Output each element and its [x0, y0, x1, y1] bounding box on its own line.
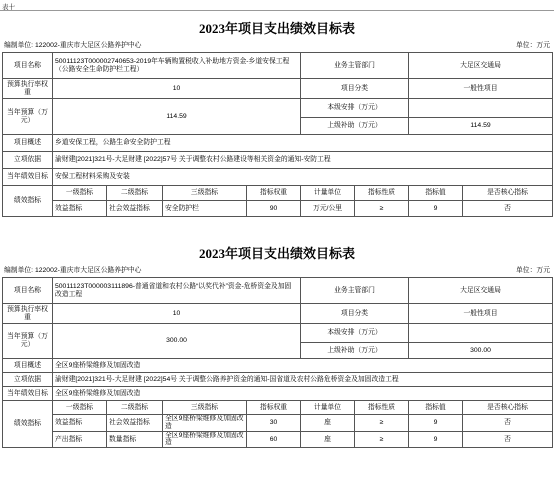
- header-value: 指标值: [409, 401, 463, 415]
- unit-label: 编制单位:: [4, 267, 34, 274]
- unit-right: 单位：万元: [516, 42, 550, 49]
- cell-level3: 安全防护栏: [163, 201, 247, 217]
- overview-value: 乡道安保工程，公路生命安全防护工程: [53, 135, 553, 152]
- cell-weight: 90: [247, 201, 301, 217]
- header-level3: 三级指标: [163, 401, 247, 415]
- unit-value: 122002-重庆市大足区公路养护中心: [34, 267, 142, 274]
- table-row: [3, 431, 553, 448]
- basis-value: 渝财建[2021]321号-大足财建 [2022]54号 关于调整公路养护资金的通知-国省道及农村公路危桥资金及加固改造工程: [53, 373, 553, 387]
- project-name-label: 项目名称: [3, 278, 53, 304]
- cell-nature: ≥: [355, 415, 409, 432]
- cell-unit: 座: [301, 415, 355, 432]
- indicator-label: 绩效指标: [3, 186, 53, 217]
- unit-value: 122002-重庆市大足区公路养护中心: [34, 42, 142, 49]
- cell-nature: ≥: [355, 431, 409, 448]
- cell-value: 9: [409, 415, 463, 432]
- performance-table-1: [0, 18, 554, 217]
- cell-level3: 全区9座桥梁维修及加固改造: [163, 431, 247, 448]
- cell-level1: 产出指标: [53, 431, 107, 448]
- header-nature: 指标性质: [355, 186, 409, 201]
- local-value: [409, 99, 553, 118]
- category-value: 一般性项目: [409, 79, 553, 99]
- dept-value: 大足区交通局: [409, 53, 553, 79]
- goal-table: [2, 277, 553, 448]
- header-core: 是否核心指标: [463, 186, 553, 201]
- category-value: 一般性项目: [409, 304, 553, 324]
- goal-value: 全区9座桥梁维修及加固改造: [53, 387, 553, 401]
- budget-value: 114.59: [53, 99, 301, 135]
- header-weight: 指标权重: [247, 186, 301, 201]
- basis-value: 渝财建[2021]321号-大足财建 [2022]57号 关于调整农村公路建设等相关资金的通知-安防工程: [53, 152, 553, 169]
- header-level2: 二级指标: [107, 186, 163, 201]
- header-unit: 计量单位: [301, 186, 355, 201]
- unit-left: [4, 40, 141, 52]
- overview-label: 项目概述: [3, 135, 53, 152]
- dept-value: 大足区交通局: [409, 278, 553, 304]
- header-level2: 二级指标: [107, 401, 163, 415]
- goal-label: 当年绩效目标: [3, 387, 53, 401]
- weight-label: 预算执行率权重: [3, 79, 53, 99]
- budget-value: 300.00: [53, 324, 301, 359]
- top-divider: [0, 10, 554, 11]
- weight-value: 10: [53, 304, 301, 324]
- basis-label: 立项依据: [3, 152, 53, 169]
- cell-unit: 座: [301, 431, 355, 448]
- dept-label: 业务主管部门: [301, 278, 409, 304]
- upper-label: 上级补助（万元）: [301, 343, 409, 359]
- category-label: 项目分类: [301, 79, 409, 99]
- header-level1: 一级指标: [53, 401, 107, 415]
- unit-left: [4, 265, 141, 277]
- cell-core: 否: [463, 431, 553, 448]
- performance-table-2: [0, 243, 554, 448]
- cell-weight: 30: [247, 415, 301, 432]
- local-label: 本级安排（万元）: [301, 99, 409, 118]
- local-value: [409, 324, 553, 343]
- goal-value: 安保工程材料采购及安装: [53, 169, 553, 186]
- weight-value: 10: [53, 79, 301, 99]
- cell-level2: 社会效益指标: [107, 201, 163, 217]
- table-row: [3, 201, 553, 217]
- budget-label: 当年预算（万元）: [3, 324, 53, 359]
- category-label: 项目分类: [301, 304, 409, 324]
- basis-label: 立项依据: [3, 373, 53, 387]
- budget-label: 当年预算（万元）: [3, 99, 53, 135]
- table-meta: [0, 265, 554, 277]
- header-weight: 指标权重: [247, 401, 301, 415]
- cell-weight: 60: [247, 431, 301, 448]
- project-name: 50011123T000003111896-普通省道和农村公路“以奖代补”资金-危桥资金及加固改造工程: [53, 278, 301, 304]
- cell-value: 9: [409, 431, 463, 448]
- overview-value: 全区9座桥梁维修及加固改造: [53, 359, 553, 373]
- cell-core: 否: [463, 415, 553, 432]
- header-value: 指标值: [409, 186, 463, 201]
- dept-label: 业务主管部门: [301, 53, 409, 79]
- cell-level1: 效益指标: [53, 415, 107, 432]
- cell-level3: 全区9座桥梁维修及加固改造: [163, 415, 247, 432]
- header-unit: 计量单位: [301, 401, 355, 415]
- upper-value: 114.59: [409, 118, 553, 135]
- overview-label: 项目概述: [3, 359, 53, 373]
- indicator-label: 绩效指标: [3, 401, 53, 448]
- goal-table: [2, 52, 553, 217]
- upper-value: 300.00: [409, 343, 553, 359]
- cell-level1: 效益指标: [53, 201, 107, 217]
- header-nature: 指标性质: [355, 401, 409, 415]
- project-name-label: 项目名称: [3, 53, 53, 79]
- cell-nature: ≥: [355, 201, 409, 217]
- table-title: 2023年项目支出绩效目标表: [198, 21, 355, 36]
- cell-unit: 万元/公里: [301, 201, 355, 217]
- cell-level2: 数量指标: [107, 431, 163, 448]
- upper-label: 上级补助（万元）: [301, 118, 409, 135]
- weight-label: 预算执行率权重: [3, 304, 53, 324]
- table-row: [3, 415, 553, 432]
- unit-right: 单位：万元: [516, 267, 550, 274]
- header-level1: 一级指标: [53, 186, 107, 201]
- table-title: 2023年项目支出绩效目标表: [198, 246, 355, 261]
- header-core: 是否核心指标: [463, 401, 553, 415]
- header-level3: 三级指标: [163, 186, 247, 201]
- table-meta: [0, 40, 554, 52]
- project-name: 50011123T000002740653-2019年车辆购置税收入补助地方资金-乡道安保工程（公路安全生命防护栏工程）: [53, 53, 301, 79]
- unit-label: 编制单位:: [4, 42, 34, 49]
- cell-level2: 社会效益指标: [107, 415, 163, 432]
- cell-value: 9: [409, 201, 463, 217]
- cell-core: 否: [463, 201, 553, 217]
- local-label: 本级安排（万元）: [301, 324, 409, 343]
- goal-label: 当年绩效目标: [3, 169, 53, 186]
- sheet-caption: 表十: [2, 4, 15, 11]
